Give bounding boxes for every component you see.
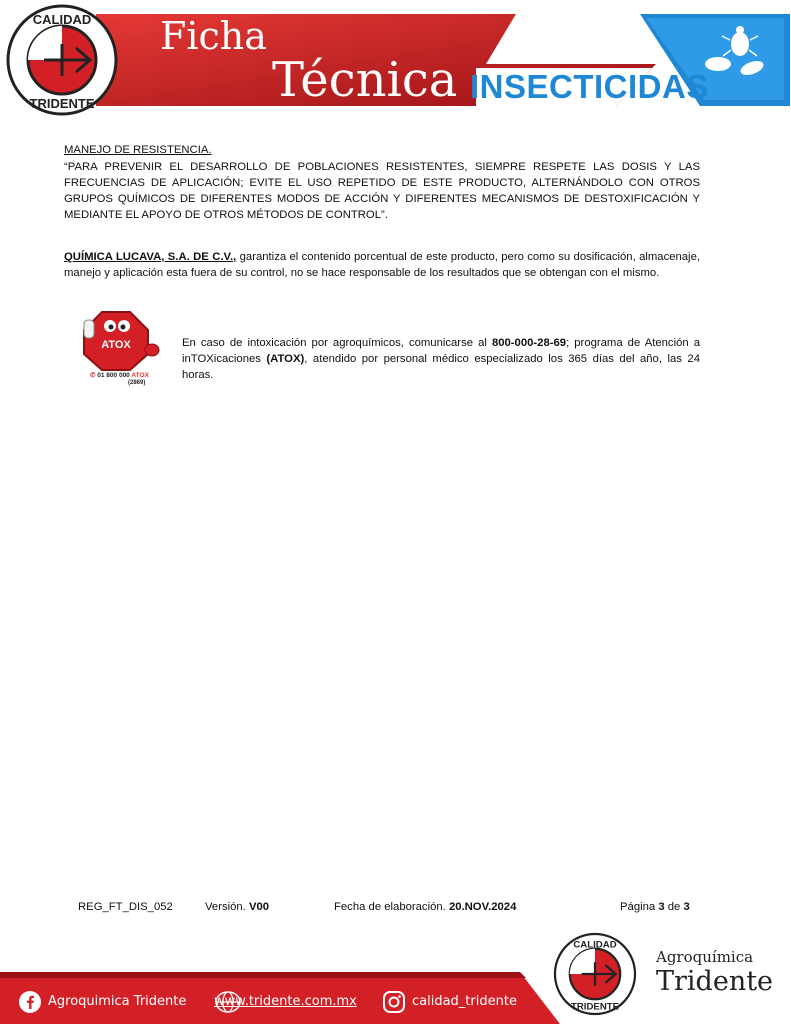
instagram-link[interactable]: calidad_tridente — [412, 994, 517, 1009]
atox-mascot-logo — [76, 306, 164, 372]
header-title-ficha: Ficha — [160, 14, 267, 58]
header-category: INSECTICIDAS — [470, 68, 709, 105]
instagram-icon[interactable] — [382, 990, 406, 1014]
company-name: QUÍMICA LUCAVA, S.A. DE C.V., — [64, 251, 237, 263]
elaboration-date: Fecha de elaboración. 20.NOV.2024 — [334, 901, 517, 913]
atox-acronym: (ATOX) — [266, 353, 305, 365]
calidad-tridente-seal-logo — [4, 4, 120, 116]
larva-icon — [705, 57, 731, 71]
version: Versión. V00 — [205, 901, 270, 913]
brand-line1: Agroquímica — [656, 948, 754, 966]
resistance-title: MANEJO DE RESISTENCIA. — [64, 144, 212, 156]
company-notice — [64, 249, 700, 281]
page-number: Página 3 de 3 — [620, 901, 690, 913]
registration-code: REG_FT_DIS_052 — [78, 901, 173, 913]
facebook-icon[interactable] — [18, 990, 42, 1014]
facebook-link[interactable]: Agroquimica Tridente — [48, 994, 187, 1009]
atox-logo-digits: (2869) — [128, 380, 146, 386]
footer-seal-logo — [552, 932, 638, 1016]
svg-text:ATOX: ATOX — [101, 339, 131, 351]
atox-phone-number: 800-000-28-69 — [491, 337, 567, 349]
website-link[interactable]: www.tridente.com.mx — [214, 994, 357, 1009]
company-notice-text: garantiza el contenido porcentual de este producto, pero como su dosificación, almacenaje, manejo y aplicación esta fuera de su control, no se hace responsable de los resultados que se obtengan con el mismo. — [64, 251, 700, 279]
atox-text: En caso de intoxicación por agroquímicos, comunicarse al 800-000-28-69; programa de Atención a inTOXicaciones (ATOX), atendido por personal médico especializado los 365 días del año, las 24 horas. — [182, 337, 701, 381]
brand-line2: Tridente — [656, 966, 774, 997]
phone-icon: ✆ — [90, 372, 96, 379]
header-title-tecnica: Técnica — [272, 52, 458, 108]
svg-text:CALIDAD: CALIDAD — [32, 12, 92, 27]
atox-logo-phone: ✆ 01 800 000 ATOX — [90, 372, 149, 379]
resistance-text: “PARA PREVENIR EL DESARROLLO DE POBLACIONES RESISTENTES, SIEMPRE RESPETE LAS DOSIS Y LAS FRECUENCIAS DE APLICACIÓN; EVITE EL USO REPETIDO DE ESTE PRODUCTO, ALTERNÁNDOLO CON OTROS GRUPOS QUÍMICOS DE DIFERENTES MODOS DE ACCIÓN Y DIFERENTES MECANISMOS DE DESTOXIFICACIÓN Y MEDIANTE EL APOYO DE OTROS MÉTODOS DE CONTROL”. — [64, 161, 700, 221]
svg-text:TRIDENTE: TRIDENTE — [570, 1001, 620, 1013]
svg-text:CALIDAD: CALIDAD — [573, 939, 617, 951]
svg-text:TRIDENTE: TRIDENTE — [29, 96, 95, 111]
